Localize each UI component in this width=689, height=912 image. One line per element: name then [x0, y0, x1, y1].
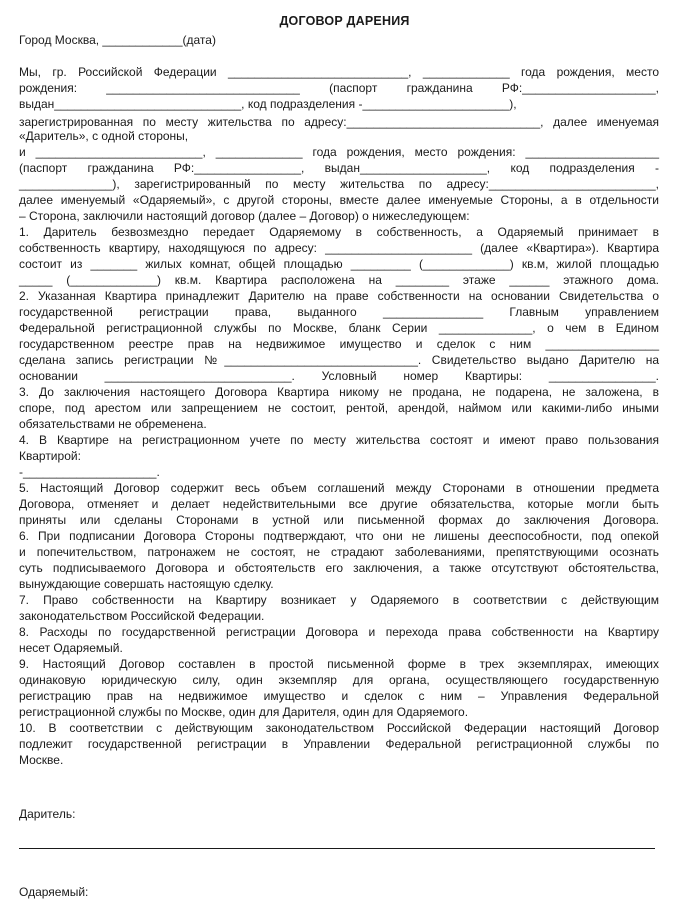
- document-line: 9. Настоящий Договор составлен в простой письменной форме в трех экземплярах, имеющих: [19, 657, 659, 671]
- document-line: рождения: _____________________________ (паспорт гражданина РФ:____________________,: [19, 81, 659, 95]
- document-line: регистрацию прав на недвижимое имущество и сделок с ним – Управления Федеральной: [19, 689, 659, 703]
- document-line: выдан____________________________, код подразделения -______________________),: [19, 97, 517, 111]
- document-line: далее именуемый «Одаряемый», с другой стороны, вместе далее именуемые Стороны, а в отдельности: [19, 193, 659, 207]
- document-line: (паспорт гражданина РФ:________________, выдан___________________, код подразделения -: [19, 161, 659, 175]
- document-line: и _________________________, _____________ года рождения, место рождения: ____________________: [19, 145, 659, 159]
- document-line: Мы, гр. Российской Федерации ___________________________, _____________ года рождения, место: [19, 65, 659, 79]
- document-line: 2. Указанная Квартира принадлежит Дарителю на праве собственности на основании Свидетельства о: [19, 289, 659, 303]
- document-line: Договора, отменяет и делает недействительными все другие обязательства, которые могли быть: [19, 497, 659, 511]
- document-title: ДОГОВОР ДАРЕНИЯ: [279, 14, 410, 28]
- document-line: 6. При подписании Договора Стороны подтверждают, что они не лишены дееспособности, под опекой: [19, 529, 659, 543]
- document-line: приняты или сделаны Сторонами в устной или письменной формах до заключения Договора.: [19, 513, 659, 527]
- document-line: споре, под арестом или запрещением не состоит, рентой, арендой, наймом или какими-либо иными: [19, 401, 659, 415]
- document-line: регистрационной службы по Москве, один для Дарителя, один для Одаряемого.: [19, 705, 469, 719]
- document-line: законодательством Российской Федерации.: [19, 609, 265, 623]
- document-line: подлежит государственной регистрации в Управлении Федеральной регистрационной службы по: [19, 737, 659, 751]
- document-line: Федеральной регистрационной службы по Москве, бланк Серии ______________, о чем в Едином: [19, 321, 659, 335]
- document-line: «Даритель», с одной стороны,: [19, 129, 189, 143]
- document-line: Город Москва, ____________(дата): [19, 33, 216, 47]
- document-line: вынуждающие совершать настоящую сделку.: [19, 577, 274, 591]
- document-line: Москве.: [19, 753, 64, 767]
- document-line: сделана запись регистрации №_____________________________. Свидетельство выдано Дарителю на: [19, 353, 659, 367]
- document-line: несет Одаряемый.: [19, 641, 123, 655]
- document-line: государственной регистрации права, выданного _______________ Главным управлением: [19, 305, 659, 319]
- donor-signature-label: Даритель:: [19, 807, 76, 821]
- document-line: 10. В соответствии с действующим законодательством Российской Федерации настоящий Договор: [19, 721, 659, 735]
- document-line: Квартирой:: [19, 449, 81, 463]
- recipient-signature-label: Одаряемый:: [19, 885, 89, 899]
- document-line: государственном реестре прав на недвижимое имущество и сделок с ним _________________: [19, 337, 659, 351]
- document-line: зарегистрированная по месту жительства по адресу:_____________________________, далее именуемая: [19, 115, 659, 129]
- document-line: суть подписываемого Договора и обстоятельств его заключения, а также отсутствуют обстоятельства,: [19, 561, 659, 575]
- document-line: _____ (_____________) кв.м. Квартира расположена на ________ этаже ______ этажного дома.: [19, 273, 659, 287]
- document-line: 5. Настоящий Договор содержит весь объем соглашений между Сторонами в отношении предмета: [19, 481, 659, 495]
- document-line: состоит из _______ жилых комнат, общей площадью _________ (_____________) кв.м, жилой площадью: [19, 257, 659, 271]
- document-line: 8. Расходы по государственной регистрации Договора и перехода права собственности на Квартиру: [19, 625, 659, 639]
- document-line: основании ____________________________. Условный номер Квартиры: ________________.: [19, 369, 659, 383]
- donor-signature-line: [19, 848, 655, 849]
- document-line: ______________), зарегистрированный по месту жительства по адресу:_________________________,: [19, 177, 659, 191]
- document-line: -____________________.: [19, 465, 160, 479]
- document-line: одинаковую юридическую силу, один экземпляр для органа, осуществляющего государственную: [19, 673, 659, 687]
- document-line: 4. В Квартире на регистрационном учете по месту жительства состоят и имеют право пользования: [19, 433, 659, 447]
- document-line: и попечительством, патронажем не состоят, не страдают заболеваниями, препятствующими осознать: [19, 545, 659, 559]
- document-line: обязательствами не обременена.: [19, 417, 207, 431]
- document-line: 3. До заключения настоящего Договора Квартира никому не продана, не подарена, не заложена, в: [19, 385, 659, 399]
- document-line: – Сторона, заключили настоящий договор (далее – Договор) о нижеследующем:: [19, 209, 470, 223]
- document-line: 1. Даритель безвозмездно передает Одаряемому в собственность, а Одаряемый принимает в: [19, 225, 659, 239]
- document-line: 7. Право собственности на Квартиру возникает у Одаряемого в соответствии с действующим: [19, 593, 659, 607]
- document-line: собственность квартиру, находящуюся по адресу: ______________________ (далее «Квартира»). Квартира: [19, 241, 659, 255]
